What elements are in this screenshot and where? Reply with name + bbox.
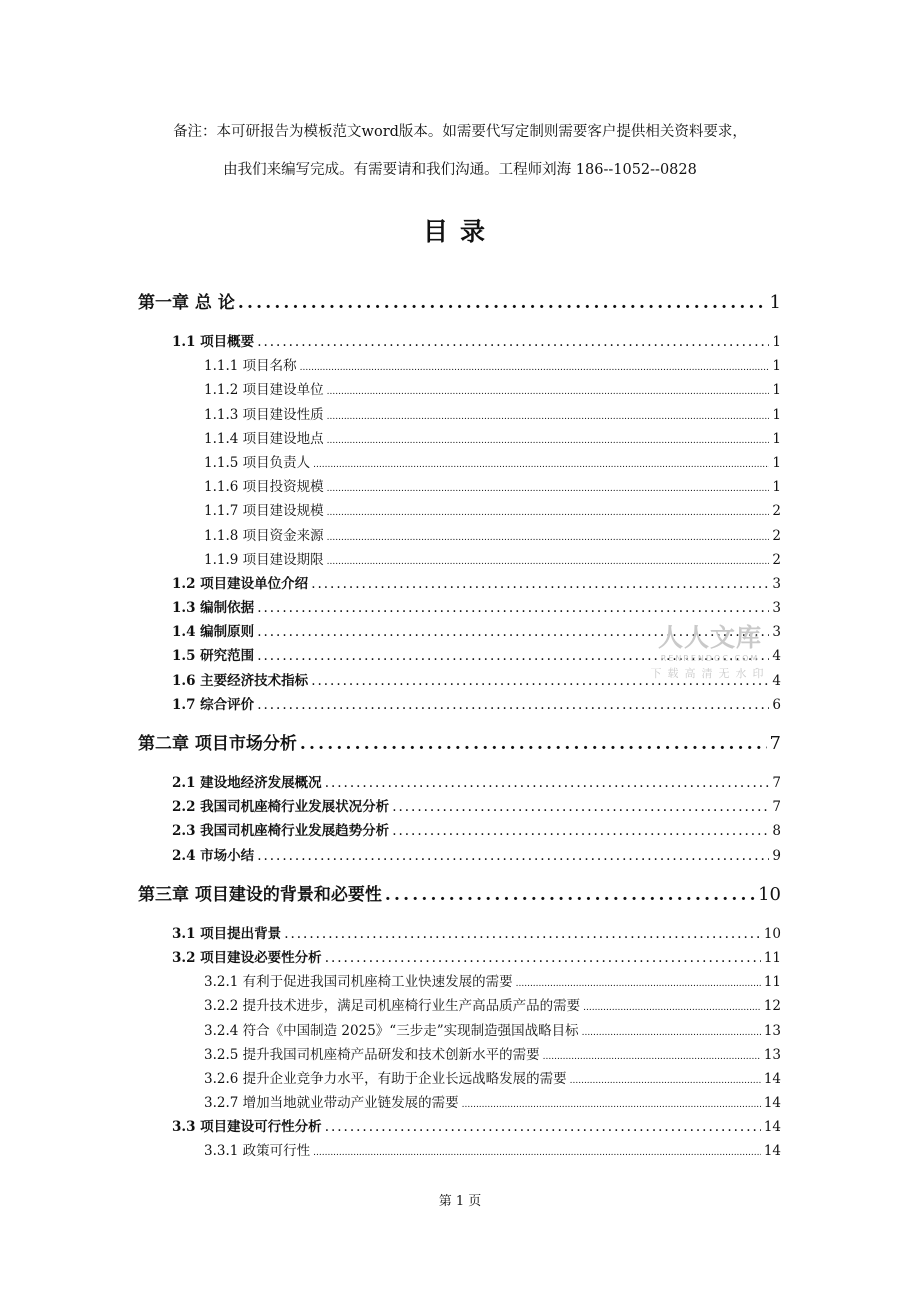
toc-page-number: 2 [772, 503, 781, 520]
toc-leader-dots [313, 1141, 761, 1163]
toc-leader-dots [327, 380, 770, 402]
toc-subsection-entry[interactable] [138, 451, 781, 475]
toc-section-entry[interactable] [138, 771, 781, 795]
watermark [646, 618, 774, 681]
toc-entry-label: 3.2.5 提升我国司机座椅产品研发和技术创新水平的需要 [204, 1046, 540, 1063]
toc-entry-label: 1.5 研究范围 [172, 648, 255, 665]
toc-leader-dots [284, 922, 761, 946]
toc-entry-label: 1.1.3 项目建设性质 [204, 406, 324, 423]
toc-chapter-entry[interactable] [138, 288, 781, 312]
toc-page-number: 8 [772, 823, 781, 840]
toc-entry-label: 2.2 我国司机座椅行业发展状况分析 [172, 799, 390, 816]
toc-leader-dots [392, 819, 769, 843]
toc-leader-dots [327, 477, 770, 499]
toc-subsection-entry[interactable] [138, 994, 781, 1018]
toc-leader-dots [583, 996, 761, 1018]
toc-leader-dots [325, 771, 770, 795]
toc-leader-dots [516, 972, 761, 994]
toc-leader-dots [327, 429, 770, 451]
toc-subsection-entry[interactable] [138, 548, 781, 572]
toc-leader-dots [385, 885, 755, 904]
toc-page-number: 10 [763, 925, 781, 942]
toc-leader-dots [238, 293, 767, 312]
toc-page-number: 4 [772, 648, 781, 665]
toc-entry-label: 1.6 主要经济技术指标 [172, 672, 309, 689]
table-of-contents [138, 282, 781, 1164]
toc-page-number: 2 [772, 551, 781, 568]
watermark-slogan: 下载高清无水印 [650, 667, 770, 680]
toc-section-entry[interactable] [138, 1115, 781, 1139]
toc-page-number: 11 [763, 974, 781, 991]
toc-leader-dots [392, 795, 769, 819]
toc-leader-dots [327, 526, 770, 548]
toc-entry-label: 1.1.4 项目建设地点 [204, 430, 324, 447]
toc-page-number: 14 [763, 1119, 781, 1136]
toc-leader-dots [543, 1045, 761, 1067]
toc-entry-label: 3.3 项目建设可行性分析 [172, 1119, 322, 1136]
toc-entry-label: 3.2.2 提升技术进步，满足司机座椅行业生产高品质产品的需要 [204, 998, 581, 1015]
toc-leader-dots [257, 330, 769, 354]
toc-page-number: 2 [772, 527, 781, 544]
toc-section-entry[interactable] [138, 922, 781, 946]
toc-page-number: 1 [772, 406, 781, 423]
toc-subsection-entry[interactable] [138, 354, 781, 378]
toc-page-number: 14 [763, 1143, 781, 1160]
toc-leader-dots [300, 356, 770, 378]
toc-leader-dots [570, 1069, 761, 1091]
toc-chapter-entry[interactable] [138, 729, 781, 753]
toc-page-number: 10 [758, 883, 781, 904]
toc-section-entry[interactable] [138, 693, 781, 717]
toc-entry-label: 1.1.8 项目资金来源 [204, 527, 324, 544]
toc-leader-dots [582, 1021, 761, 1043]
toc-entry-label: 3.1 项目提出背景 [172, 925, 282, 942]
toc-entry-label: 3.3.1 政策可行性 [204, 1143, 311, 1160]
toc-leader-dots [257, 844, 769, 868]
toc-subsection-entry[interactable] [138, 499, 781, 523]
toc-page-number: 3 [772, 575, 781, 592]
toc-page-number: 3 [772, 624, 781, 641]
toc-subsection-entry[interactable] [138, 427, 781, 451]
toc-leader-dots [257, 693, 769, 717]
toc-subsection-entry[interactable] [138, 1019, 781, 1043]
template-note-line-2: 由我们来编写完成。有需要请和我们沟通。工程师刘海 186--1052--0828 [223, 162, 697, 178]
chapter-gap [138, 868, 781, 874]
toc-page-number: 9 [772, 847, 781, 864]
toc-leader-dots [327, 405, 770, 427]
toc-entry-label: 第三章 项目建设的背景和必要性 [138, 884, 382, 904]
toc-section-entry[interactable] [138, 795, 781, 819]
toc-entry-label: 3.2.7 增加当地就业带动产业链发展的需要 [204, 1095, 459, 1112]
toc-subsection-entry[interactable] [138, 1091, 781, 1115]
toc-subsection-entry[interactable] [138, 524, 781, 548]
toc-entry-label: 第一章 总 论 [138, 293, 235, 312]
toc-leader-dots [327, 501, 770, 523]
toc-entry-label: 1.7 综合评价 [172, 696, 255, 713]
chapter-gap [138, 717, 781, 723]
toc-entry-label: 1.1.5 项目负责人 [204, 454, 311, 471]
toc-page-number: 14 [763, 1095, 781, 1112]
toc-section-entry[interactable] [138, 844, 781, 868]
toc-page-number: 1 [772, 358, 781, 375]
toc-page-number: 1 [772, 334, 781, 350]
toc-page-number: 3 [772, 600, 781, 617]
toc-subsection-entry[interactable] [138, 970, 781, 994]
toc-page-number: 4 [772, 672, 781, 689]
toc-section-entry[interactable] [138, 946, 781, 970]
toc-section-entry[interactable] [138, 819, 781, 843]
toc-subsection-entry[interactable] [138, 378, 781, 402]
toc-leader-dots [257, 596, 769, 620]
toc-page-number: 7 [769, 733, 781, 753]
toc-entry-label: 1.3 编制依据 [172, 600, 255, 617]
toc-page-number: 13 [763, 1046, 781, 1063]
toc-subsection-entry[interactable] [138, 1139, 781, 1163]
toc-page-number: 12 [763, 998, 781, 1015]
toc-subsection-entry[interactable] [138, 475, 781, 499]
watermark-domain: RENRENDOC.COM [660, 654, 760, 663]
template-note-line-1: 备注：本可研报告为模板范文word版本。如需要代写定制则需要客户提供相关资料要求， [173, 124, 747, 140]
toc-entry-label: 1.1.1 项目名称 [204, 358, 297, 375]
toc-page-number: 1 [772, 430, 781, 447]
toc-entry-label: 1.2 项目建设单位介绍 [172, 575, 309, 592]
toc-page-number: 1 [769, 292, 781, 312]
toc-page-number: 11 [763, 949, 781, 966]
toc-title: 目录 [422, 217, 497, 246]
toc-entry-label: 2.1 建设地经济发展概况 [172, 775, 322, 791]
toc-entry-label: 第二章 项目市场分析 [138, 734, 297, 753]
toc-section-entry[interactable] [138, 596, 781, 620]
toc-page-number: 1 [772, 479, 781, 496]
toc-entry-label: 1.1.9 项目建设期限 [204, 551, 324, 568]
toc-entry-label: 1.1.7 项目建设规模 [204, 503, 324, 520]
toc-entry-label: 2.3 我国司机座椅行业发展趋势分析 [172, 823, 390, 840]
toc-page-number: 6 [772, 696, 781, 713]
toc-page-number: 1 [772, 454, 781, 471]
toc-entry-label: 3.2.4 符合《中国制造 2025》“三步走”实现制造强国战略目标 [204, 1022, 579, 1039]
toc-entry-label: 3.2.6 提升企业竞争力水平，有助于企业长远战略发展的需要 [204, 1070, 567, 1087]
toc-page-number: 7 [772, 775, 781, 791]
toc-entry-label: 3.2 项目建设必要性分析 [172, 949, 322, 966]
toc-leader-dots [462, 1093, 761, 1115]
toc-subsection-entry[interactable] [138, 403, 781, 427]
toc-entry-label: 1.4 编制原则 [172, 624, 255, 641]
toc-entry-label: 3.2.1 有利于促进我国司机座椅工业快速发展的需要 [204, 974, 513, 991]
toc-page-number: 1 [772, 382, 781, 399]
toc-chapter-entry[interactable] [138, 880, 781, 904]
toc-leader-dots [300, 734, 767, 753]
toc-section-entry[interactable] [138, 572, 781, 596]
toc-subsection-entry[interactable] [138, 1043, 781, 1067]
toc-entry-label: 2.4 市场小结 [172, 847, 255, 864]
toc-leader-dots [327, 550, 770, 572]
toc-leader-dots [311, 572, 769, 596]
toc-leader-dots [313, 453, 769, 475]
toc-entry-label: 1.1 项目概要 [172, 334, 255, 350]
watermark-logo-text: 人人文库 [657, 623, 762, 652]
toc-page-number: 7 [772, 799, 781, 816]
toc-page-number: 14 [763, 1070, 781, 1087]
toc-page-number: 13 [763, 1022, 781, 1039]
toc-section-entry[interactable] [138, 330, 781, 354]
toc-entry-label: 1.1.6 项目投资规模 [204, 479, 324, 496]
page-number-footer: 第 1 页 [438, 1194, 482, 1209]
toc-entry-label: 1.1.2 项目建设单位 [204, 382, 324, 399]
toc-leader-dots [325, 1115, 761, 1139]
toc-subsection-entry[interactable] [138, 1067, 781, 1091]
toc-leader-dots [325, 946, 761, 970]
